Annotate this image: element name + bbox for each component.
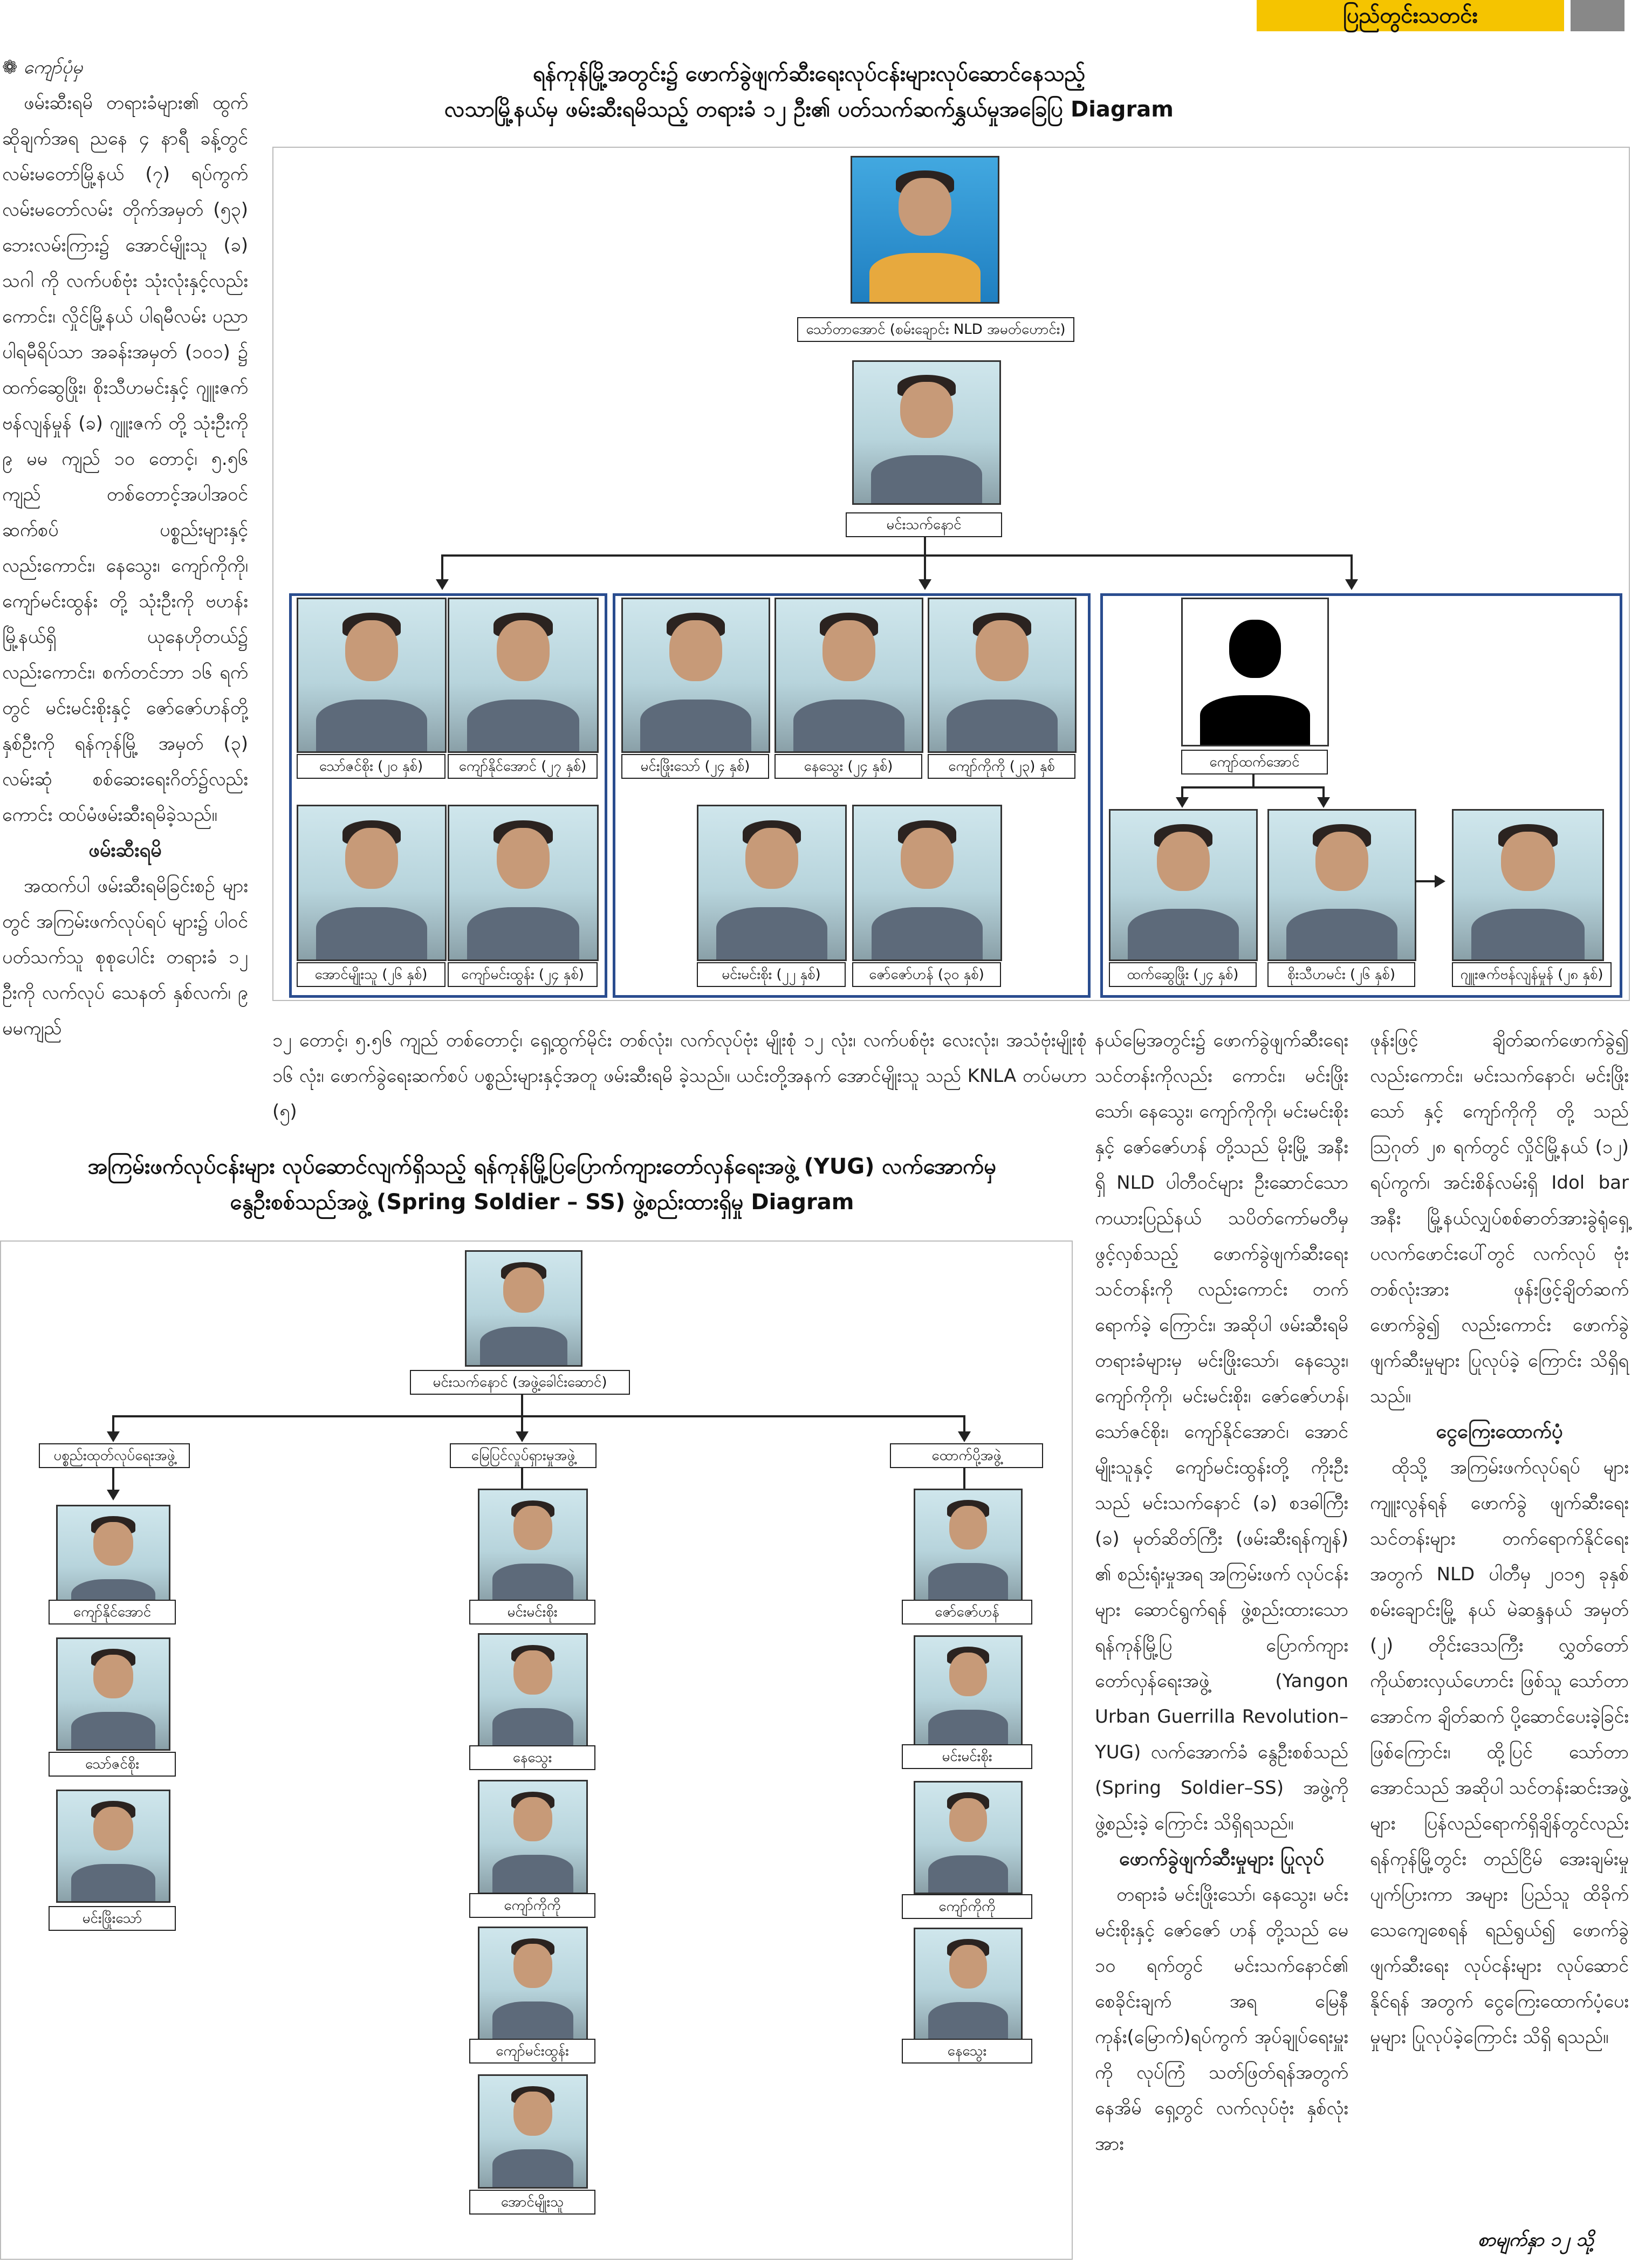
caption-g3-1: ထက်ဆွေဖြိုး (၂၄ နှစ်) (1109, 962, 1257, 987)
arrow-g1 (436, 579, 449, 590)
caption-b2-1: မင်းမင်းစိုး (469, 1600, 595, 1624)
branch-production: ပစ္စည်းထုတ်လုပ်ရေးအဖွဲ့ (39, 1443, 190, 1468)
diagram2-title (0, 1149, 1084, 1220)
arrow-g3 (1345, 579, 1358, 590)
diagram1-title-line1: ရန်ကုန်မြို့အတွင်း၌ ဖောက်ခွဲဖျက်ဆီးရေးလုပ်ငန်းများလုပ်ဆောင်နေသည့် (532, 61, 1086, 86)
connector-v1 (441, 556, 443, 581)
d2-arrow-2 (516, 1431, 529, 1442)
section-tab (1257, 0, 1564, 31)
middle-text-block (272, 1023, 1087, 1129)
photo-g2-3 (928, 598, 1077, 753)
caption-b1-1: ကျော်နိုင်အောင် (49, 1600, 176, 1624)
d2-arrow-3 (958, 1431, 971, 1442)
diagram2-title-line2: နွေဦးစစ်သည်အဖွဲ့ (Spring Soldier – SS) ဖွဲ့စည်းထားရှိမှု Diagram (230, 1190, 854, 1215)
right2-paragraph-1: ဖုန်းဖြင့် ချိတ်ဆက်ဖောက်ခွဲ၍ လည်းကောင်း၊ မင်းသက်နောင်၊ မင်းဖြိုးသော် နှင့် ကျော်ကိုကို တို့ သည် ဩဂုတ် ၂၈ ရက်တွင် လှိုင်မြို့နယ် (၁၂) ရပ်ကွက်၊ အင်းစိန်လမ်းရှိ Idol bar အနီး မြို့နယ်လျှပ်စစ်ဓာတ်အားခွဲရုံရှေ့ ပလက်ဖောင်းပေါ်တွင် လက်လုပ် ဗုံး တစ်လုံးအား ဖုန်းဖြင့်ချိတ်ဆက် ဖောက်ခွဲ၍ လည်းကောင်း ဖောက်ခွဲဖျက်ဆီးမှုများ ပြုလုပ်ခဲ့ ကြောင်း သိရှိရသည်။ (1370, 1030, 1629, 1407)
d2-arrow-1 (107, 1431, 120, 1442)
branch-support: ထောက်ပို့အဖွဲ့ (890, 1443, 1043, 1468)
d2-connector-h (112, 1415, 965, 1417)
caption-b1-2: သော်ဇင်စိုး (49, 1752, 176, 1777)
caption-g3-top: ကျော်ထက်အောင် (1181, 750, 1328, 774)
connector-v2 (924, 556, 926, 581)
caption-d2-leader: မင်းသက်နောင် (အဖွဲ့ခေါင်းဆောင်) (410, 1370, 630, 1395)
continued-label: ❁ ကျော်ပုံမှ (2, 57, 83, 78)
g3-arrow-line (1415, 880, 1436, 882)
caption-b2-3: ကျော်ကိုကို (469, 1893, 595, 1918)
arrow-g3-1 (1176, 797, 1189, 808)
left-subhead: ဖမ်းဆီးရမိ (88, 839, 162, 861)
photo-g2-1 (621, 598, 770, 753)
photo-g2-5 (852, 805, 1002, 961)
continued-on-page: စာမျက်နှာ ၁၂ သို့ (1478, 2229, 1594, 2251)
caption-g1-4: ကျော်မင်းထွန်း (၂၄ နှစ်) (448, 962, 598, 987)
photo-g2-4 (697, 805, 847, 961)
middle-paragraph: ၁၂ တောင့်၊ ၅.၅၆ ကျည် တစ်တောင့်၊ ရှေ့ထွက်မိုင်း တစ်လုံး၊ လက်လုပ်ဗုံး မျိုးစုံ ၁၂ လုံး၊ လက်ပစ်ဗုံး လေးလုံး၊ အသံဗုံးမျိုးစုံ ၁၆ လုံး၊ ဖောက်ခွဲရေးဆက်စပ် ပစ္စည်းများနှင့်အတူ ဖမ်းဆီးရမိ ခဲ့သည်။ ယင်းတို့အနက် အောင်မျိုးသူ သည် KNLA တပ်မဟာ (၅) (272, 1030, 1087, 1122)
photo-g3-2 (1267, 809, 1416, 961)
caption-b3-1: ဇော်ဇော်ဟန် (902, 1600, 1032, 1624)
connector-v3 (1351, 556, 1353, 581)
photo-b1-2 (56, 1637, 170, 1751)
photo-g1-3 (297, 805, 447, 961)
right2-paragraph-2: ထိုသို့ အကြမ်းဖက်လုပ်ရပ် များ ကျူးလွန်ရန် ဖောက်ခွဲ ဖျက်ဆီးရေး သင်တန်းများ တက်ရောက်နိုင်ရေးအတွက် NLD ပါတီမှ ၂၀၁၅ ခုနှစ် စမ်းချောင်းမြို့ နယ် မဲဆန္ဒနယ် အမှတ် (၂) တိုင်းဒေသကြီး လွှတ်တော် ကိုယ်စားလှယ်ဟောင်း ဖြစ်သူ သော်တာအောင်က ချိတ်ဆက် ပို့ဆောင်ပေးခဲ့ခြင်း ဖြစ်ကြောင်း၊ ထို့ပြင် သော်တာအောင်သည် အဆိုပါ သင်တန်းဆင်းအဖွဲ့များ ပြန်လည်ရောက်ရှိချိန်တွင်လည်း ရန်ကုန်မြို့တွင်း တည်ငြိမ် အေးချမ်းမှု ပျက်ပြားကာ အများ ပြည်သူ ထိခိုက်သေကျေစေရန် ရည်ရွယ်၍ ဖောက်ခွဲဖျက်ဆီးရေး လုပ်ငန်းများ လုပ်ဆောင်နိုင်ရန် အတွက် ငွေကြေးထောက်ပံ့ပေး မှုများ ပြုလုပ်ခဲ့ကြောင်း သိရှိ ရသည်။ (1370, 1457, 1629, 2048)
photo-thawtar-aung (851, 156, 999, 304)
caption-g1-1: သော်ဇင်စိုး (၂၀ နှစ်) (297, 754, 445, 779)
caption-g3-3: ဂျူးဇက်ဗန်လျန်မှုန် (၂၈ နှစ်) (1452, 962, 1612, 987)
left-paragraph-2: အထက်ပါ ဖမ်းဆီးရမိခြင်းစဉ် များတွင် အကြမ်းဖက်လုပ်ရပ် များ၌ ပါဝင်ပတ်သက်သူ စုစုပေါင်း တရားခံ ၁၂ ဦးကို လက်လုပ် သေနတ် နှစ်လက်၊ ၉ မမကျည် (2, 875, 248, 1039)
d2-connector-v (521, 1395, 523, 1416)
photo-g3-3 (1452, 809, 1604, 961)
caption-g2-2: နေသွေး (၂၄ နှစ်) (774, 754, 922, 779)
right-column-1 (1095, 1023, 1348, 2162)
caption-b1-3: မင်းဖြိုးသော် (49, 1906, 176, 1931)
right1-paragraph-1: နယ်မြေအတွင်း၌ ဖောက်ခွဲဖျက်ဆီးရေး သင်တန်းကိုလည်း ကောင်း၊ မင်းဖြိုးသော်၊ နေသွေး၊ ကျော်ကိုကို၊ မင်းမင်းစိုးနှင့် ဇော်ဇော်ဟန် တို့သည် မိုးမြို့ အနီးရှိ NLD ပါတီဝင်များ ဦးဆောင်သော ကယားပြည်နယ် သပိတ်ကော်မတီမှ ဖွင့်လှစ်သည့် ဖောက်ခွဲဖျက်ဆီးရေးသင်တန်းကို လည်းကောင်း တက်ရောက်ခဲ့ ကြောင်း၊ အဆိုပါ ဖမ်းဆီးရမိ တရားခံများမှ မင်းဖြိုးသော်၊ နေသွေး၊ ကျော်ကိုကို၊ မင်းမင်းစိုး၊ ဇော်ဇော်ဟန်၊ သော်ဇင်စိုး၊ ကျော်နိုင်အောင်၊ အောင်မျိုးသူနှင့် ကျော်မင်းထွန်းတို့ ကိုးဦးသည် မင်းသက်နောင် (ခ) စဒဓါကြီး (ခ) မုတ်ဆိတ်ကြီး (ဖမ်းဆီးရန်ကျန်) ၏ စည်းရုံးမှုအရ အကြမ်းဖက် လုပ်ငန်းများ ဆောင်ရွက်ရန် ဖွဲ့စည်းထားသော ရန်ကုန်မြို့ပြ ပြောက်ကျား တော်လှန်ရေးအဖွဲ့ (Yangon Urban Guerrilla Revolution–YUG) လက်အောက်ခံ နွေဦးစစ်သည် (Spring Soldier–SS) အဖွဲ့ကို ဖွဲ့စည်းခဲ့ ကြောင်း သိရှိရသည်။ (1095, 1030, 1348, 1834)
arrow-g3-right (1435, 875, 1445, 888)
right1-subhead: ဖောက်ခွဲဖျက်ဆီးမှုများ ပြုလုပ် (1119, 1848, 1324, 1870)
photo-g2-2 (774, 598, 923, 753)
caption-g2-1: မင်းဖြိုးသော် (၂၄ နှစ်) (621, 754, 769, 779)
diagram2-title-line1: အကြမ်းဖက်လုပ်ငန်းများ လုပ်ဆောင်လျက်ရှိသည့် ရန်ကုန်မြို့ပြပြောက်ကျားတော်လှန်ရေးအဖွဲ့ (YUG) လက်အောက်မှ (87, 1154, 997, 1179)
arrow-g2 (918, 579, 931, 590)
photo-b2-1 (478, 1489, 588, 1603)
photo-min-thet-naung (852, 360, 1001, 505)
photo-g3-silhouette (1181, 598, 1329, 746)
d2-b1-line (112, 1468, 114, 1492)
caption-g2-3: ကျော်ကိုကို (၂၃) နှစ် (928, 754, 1075, 779)
caption-top1: သော်တာအောင် (စမ်းချောင်း NLD အမတ်ဟောင်း) (797, 317, 1074, 342)
caption-top2: မင်းသက်နောင် (846, 512, 1002, 537)
caption-g1-3: အောင်မျိုးသူ (၂၆ နှစ်) (297, 962, 445, 987)
photo-d2-leader (465, 1250, 582, 1367)
arrow-g3-2 (1317, 797, 1330, 808)
g3-connector-v (1252, 774, 1255, 787)
diagram1-title-line2: လသာမြို့နယ်မှ ဖမ်းဆီးရမိသည့် တရားခံ ၁၂ ဦး၏ ပတ်သက်ဆက်နွှယ်မှုအခြေပြ Diagram (444, 97, 1174, 122)
section-tab-label: ပြည်တွင်းသတင်း (1343, 3, 1478, 28)
photo-b2-2 (478, 1633, 588, 1747)
photo-b3-1 (914, 1489, 1023, 1602)
photo-b3-4 (914, 1928, 1023, 2041)
caption-g2-4: မင်းမင်းစိုး (၂၂ နှစ်) (697, 962, 846, 987)
branch-ground: မြေပြင်လှုပ်ရှားမှုအဖွဲ့ (450, 1443, 597, 1468)
photo-g1-4 (448, 805, 599, 961)
caption-b3-4: နေသွေး (902, 2039, 1032, 2064)
photo-b1-3 (56, 1790, 170, 1903)
connector-h (441, 554, 1353, 557)
g3-connector-h (1181, 786, 1324, 789)
d2-b1-arrow (107, 1490, 120, 1500)
diagram1-title (270, 56, 1348, 127)
caption-b3-3: ကျော်ကိုကို (902, 1894, 1032, 1919)
caption-g2-5: ဇော်ဇော်ဟန် (၃၀ နှစ်) (852, 962, 1001, 987)
connector-v (924, 537, 926, 556)
photo-g3-1 (1109, 809, 1258, 961)
photo-b3-2 (914, 1635, 1023, 1749)
photo-b2-5 (478, 2074, 588, 2189)
caption-b3-2: မင်းမင်းစိုး (902, 1744, 1032, 1769)
caption-b2-5: အောင်မျိုးသူ (469, 2190, 595, 2215)
d2-connector-v3 (963, 1415, 965, 1434)
photo-b2-3 (478, 1780, 588, 1894)
photo-b2-4 (478, 1927, 588, 2041)
photo-g1-1 (297, 598, 447, 753)
caption-g1-2: ကျော်နိုင်အောင် (၂၇ နှစ်) (448, 754, 598, 779)
right-column-2 (1370, 1023, 1629, 2055)
page-number-tab (1571, 0, 1624, 31)
right2-subhead: ငွေကြေးထောက်ပံ့ (1436, 1421, 1563, 1443)
photo-g1-2 (448, 598, 599, 753)
left-column (2, 50, 248, 1046)
caption-b2-2: နေသွေး (469, 1745, 595, 1770)
right1-paragraph-2: တရားခံ မင်းဖြိုးသော်၊ နေသွေး၊ မင်းမင်းစိုးနှင့် ဇော်ဇော် ဟန် တို့သည် မေ ၁၀ ရက်တွင် မင်းသက်နောင်၏ စေခိုင်းချက် အရ မြေနီကုန်း(မြောက်)ရပ်ကွက် အုပ်ချုပ်ရေးမှူးကို လုပ်ကြံ သတ်ဖြတ်ရန်အတွက် နေအိမ် ရှေ့တွင် လက်လုပ်ဗုံး နှစ်လုံးအား (1095, 1884, 1348, 2155)
photo-b3-3 (914, 1781, 1023, 1894)
d2-connector-v2 (521, 1415, 523, 1434)
left-paragraph-1: ဖမ်းဆီးရမိ တရားခံများ၏ ထွက်ဆိုချက်အရ ညနေ ၄ နာရီ ခန့်တွင် လမ်းမတော်မြို့နယ် (၇) ရပ်ကွက် လမ်းမတော်လမ်း တိုက်အမှတ် (၅၃) ဘေးလမ်းကြား၌ အောင်မျိုးသူ (ခ) သဂါ ကို လက်ပစ်ဗုံး သုံးလုံးနှင့်လည်း ကောင်း၊ လှိုင်မြို့နယ် ပါရမီလမ်း ပညာပါရမီရိပ်သာ အခန်းအမှတ် (၁၀၁) ၌ ထက်ဆွေဖြိုး၊ စိုးသီဟမင်းနှင့် ဂျူးဇက်ဗန်လျန်မှုန် (ခ) ဂျူးဇက် တို့ သုံးဦးကို ၉ မမ ကျည် ၁၀ တောင့်၊ ၅.၅၆ ကျည် တစ်တောင့်အပါအဝင် ဆက်စပ် ပစ္စည်းများနှင့် လည်းကောင်း၊ နေသွေး၊ ကျော်ကိုကို၊ ကျော်မင်းထွန်း တို့ သုံးဦးကို ဗဟန်းမြို့နယ်ရှိ ယုနေဟိုတယ်၌ လည်းကောင်း၊ စက်တင်ဘာ ၁၆ ရက်တွင် မင်းမင်းစိုးနှင့် ဇော်ဇော်ဟန်တို့ နှစ်ဦးကို ရန်ကုန်မြို့ အမှတ် (၃) လမ်းဆုံ စစ်ဆေးရေးဂိတ်၌လည်း ကောင်း ထပ်မံဖမ်းဆီးရမိခဲ့သည်။ (2, 92, 248, 826)
caption-g3-2: စိုးသီဟမင်း (၂၆ နှစ်) (1267, 962, 1415, 987)
caption-b2-4: ကျော်မင်းထွန်း (469, 2039, 595, 2064)
d2-connector-v1 (112, 1415, 114, 1434)
